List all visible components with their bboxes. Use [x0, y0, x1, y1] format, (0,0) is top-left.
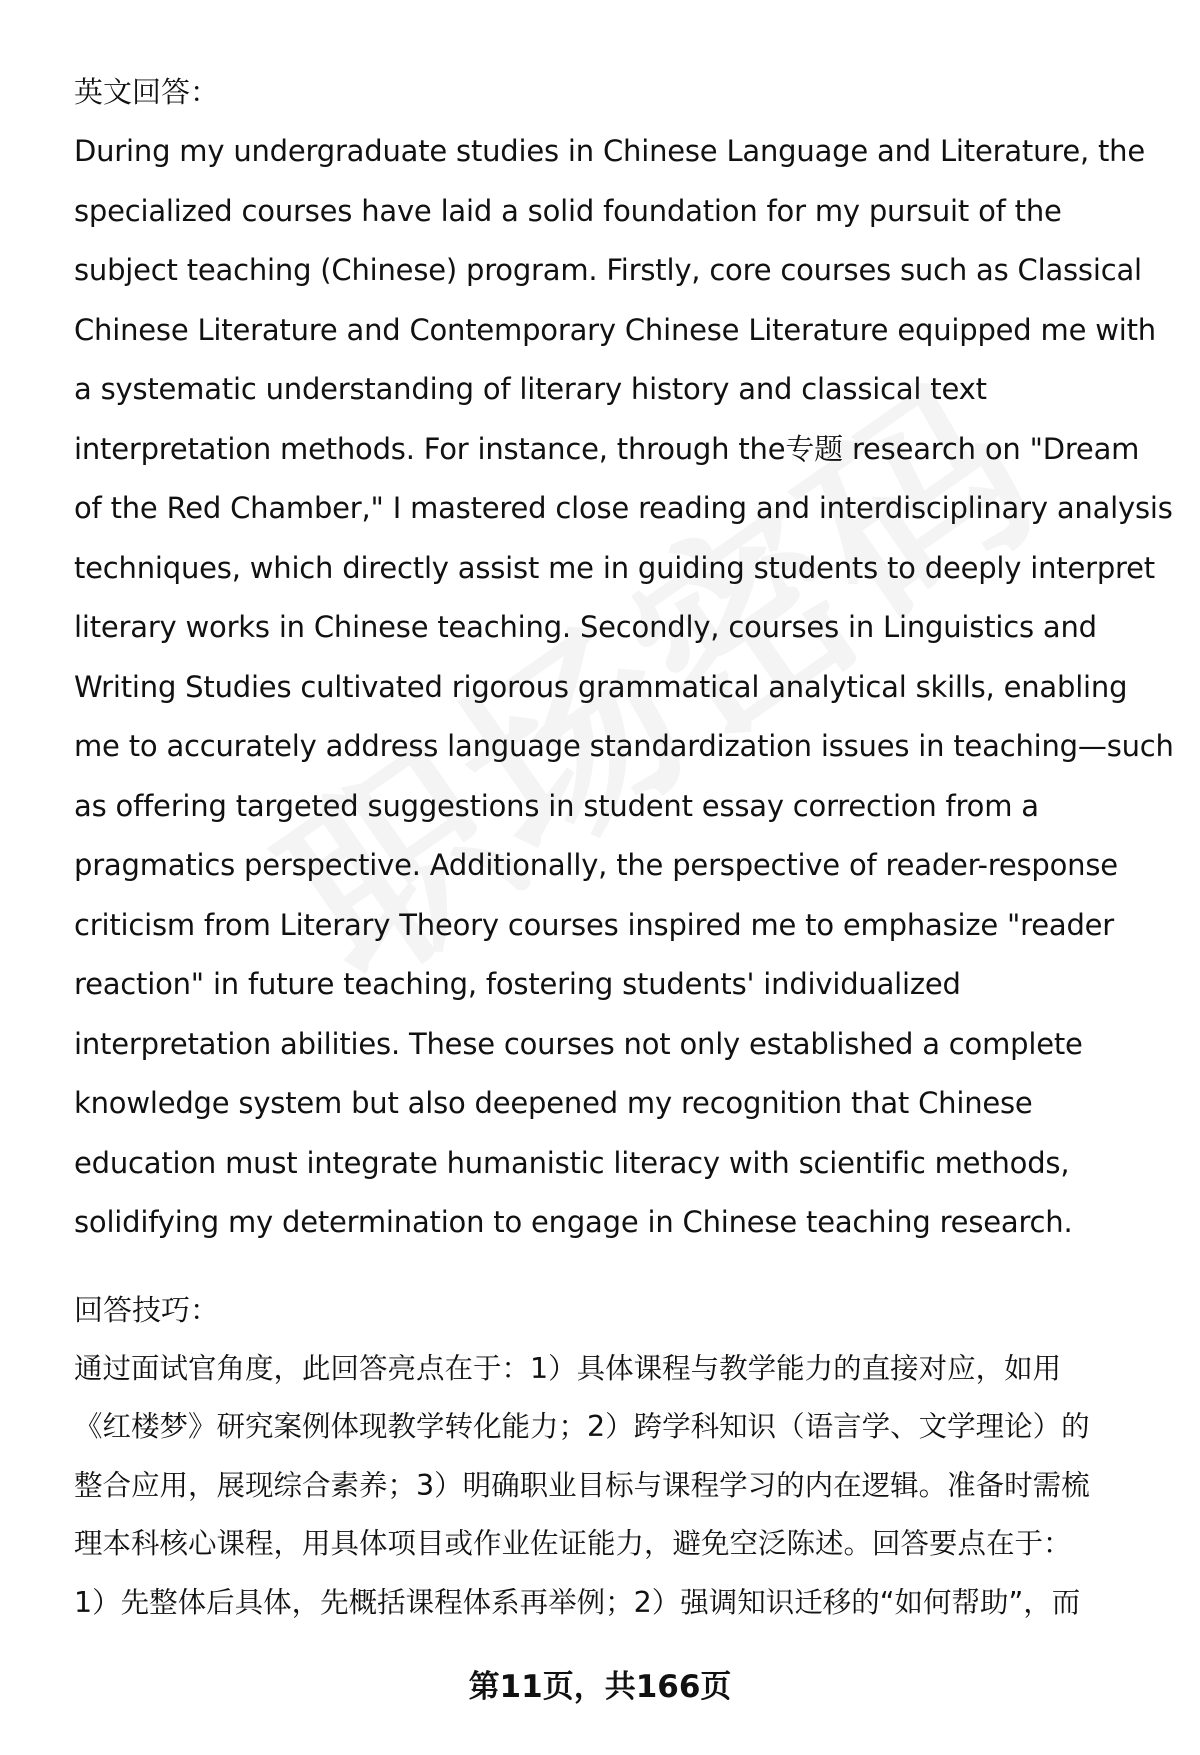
section-spacer: [74, 1253, 1164, 1280]
text-line: 整合应用，展现综合素养；3）明确职业目标与课程学习的内在逻辑。准备时需梳: [74, 1468, 1090, 1502]
tips-heading: 回答技巧：: [74, 1292, 220, 1327]
text-line: pragmatics perspective. Additionally, the perspective of reader-response: [74, 848, 1118, 882]
text-line: as offering targeted suggestions in student essay correction from a: [74, 788, 1039, 823]
text-line: a systematic understanding of literary history and classical text: [74, 372, 987, 406]
page-number: 第11页，共166页: [468, 1669, 732, 1705]
english-answer-paragraph: [74, 122, 1174, 1253]
text-line: solidifying my determination to engage in Chinese teaching research.: [74, 1205, 1073, 1239]
text-line: 《红楼梦》研究案例体现教学转化能力；2）跨学科知识（语言学、文学理论）的: [74, 1410, 1090, 1443]
text-line: literary works in Chinese teaching. Secondly, courses in Linguistics and: [74, 610, 1097, 644]
text-line: 1）先整体后具体，先概括课程体系再举例；2）强调知识迁移的“如何帮助”，而: [74, 1585, 1081, 1619]
text-line: interpretation abilities. These courses not only established a complete: [74, 1026, 1083, 1061]
text-line: knowledge system but also deepened my recognition that Chinese: [74, 1086, 1033, 1120]
text-line: reaction" in future teaching, fostering students' individualized: [74, 967, 961, 1001]
text-line: specialized courses have laid a solid foundation for my pursuit of the: [74, 193, 1062, 228]
text-line: subject teaching (Chinese) program. Firstly, core courses such as Classical: [74, 253, 1142, 287]
text-line: techniques, which directly assist me in guiding students to deeply interpret: [74, 550, 1155, 585]
text-line: interpretation methods. For instance, through the专题 research on "Dream: [74, 431, 1140, 466]
text-line: Chinese Literature and Contemporary Chinese Literature equipped me with: [74, 312, 1156, 347]
text-line: During my undergraduate studies in Chinese Language and Literature, the: [74, 134, 1146, 168]
text-line: 通过面试官角度，此回答亮点在于：1）具体课程与教学能力的直接对应，如用: [74, 1351, 1062, 1385]
text-line: education must integrate humanistic literacy with scientific methods,: [74, 1145, 1070, 1180]
text-line: me to accurately address language standardization issues in teaching—such: [74, 729, 1174, 763]
page-content: [74, 62, 1174, 1632]
text-line: criticism from Literary Theory courses inspired me to emphasize "reader: [74, 907, 1115, 942]
text-line: of the Red Chamber," I mastered close reading and interdisciplinary analysis: [74, 491, 1173, 525]
english-answer-heading: 英文回答：: [74, 75, 220, 109]
tips-paragraph: [74, 1340, 1164, 1633]
text-line: 理本科核心课程，用具体项目或作业佐证能力，避免空泛陈述。回答要点在于：: [74, 1527, 1072, 1560]
text-line: Writing Studies cultivated rigorous grammatical analytical skills, enabling: [74, 669, 1128, 704]
